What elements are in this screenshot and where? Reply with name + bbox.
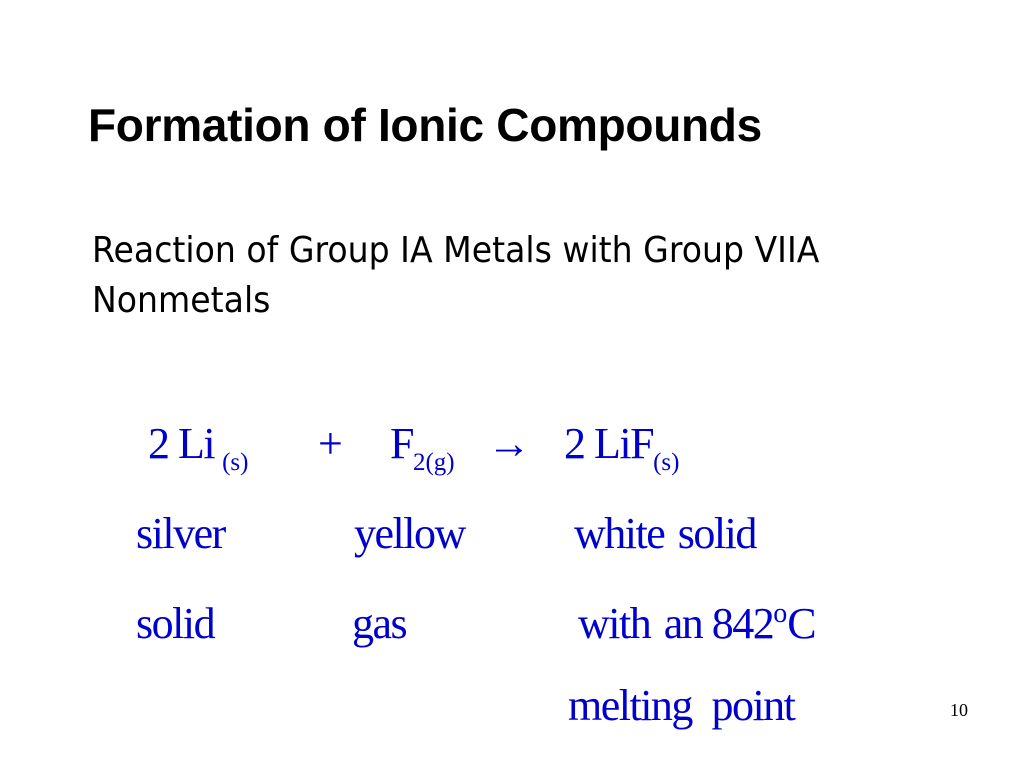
slide-title: Formation of Ionic Compounds <box>88 99 762 151</box>
li-description-line1: silver <box>136 509 225 558</box>
equation-product <box>564 418 680 476</box>
equation-plus: + <box>318 419 342 468</box>
reactant1-symbol: Li <box>178 419 215 468</box>
lif-line1-word1: white <box>574 509 665 558</box>
equation-reactant2 <box>390 418 455 476</box>
temperature-unit: C <box>787 599 816 648</box>
li-description-line2: solid <box>136 599 215 648</box>
product-symbol: LiF <box>594 419 654 468</box>
f2-description-line1: yellow <box>354 509 465 558</box>
product-state: (s) <box>653 449 680 476</box>
f2-description-line2: gas <box>352 599 407 648</box>
lif-line1-word2: solid <box>677 509 756 558</box>
slide-subtitle: Reaction of Group IA Metals with Group VIIA Nonmetals <box>92 230 820 321</box>
equation-reactant1 <box>148 418 249 476</box>
lif-description-line2 <box>578 598 815 649</box>
equation-arrow: → <box>487 419 530 468</box>
reactant2-symbol: F <box>390 419 413 468</box>
lif-line2-word1: with <box>578 599 651 648</box>
melting-point-value: 842 <box>711 599 774 648</box>
degree-symbol: o <box>773 598 788 629</box>
slide-page-number: 10 <box>950 700 968 720</box>
reactant2-subscript: 2(g) <box>412 449 455 476</box>
lif-line3-word2: point <box>711 681 795 730</box>
reactant1-state: (s) <box>222 449 249 476</box>
reactant1-coefficient: 2 <box>148 419 169 468</box>
lif-description-line3 <box>568 680 794 731</box>
lif-line2-word2: an <box>663 599 703 648</box>
product-coefficient: 2 <box>564 419 585 468</box>
lif-description-line1 <box>574 508 756 559</box>
lif-line3-word1: melting <box>568 681 692 730</box>
